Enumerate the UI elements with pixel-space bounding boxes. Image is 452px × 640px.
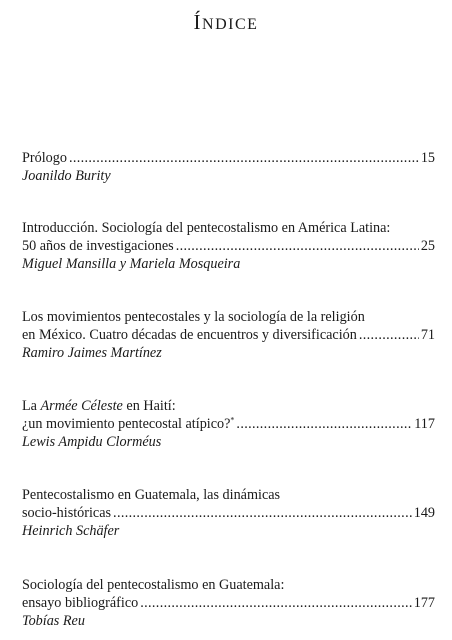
entry-author: Ramiro Jaimes Martínez [22,345,162,361]
toc-line [22,237,435,255]
title-text: ¿un movimiento pentecostal atípico? [22,416,231,432]
toc-line [22,326,435,344]
page-title [0,10,452,35]
toc-line [22,594,435,612]
entry-title-line [22,397,435,415]
page-number: 117 [414,416,435,432]
dot-leader [113,504,412,522]
entry-author: Tobías Reu [22,613,85,629]
toc-line [22,504,435,522]
toc-entry-haiti[interactable] [22,397,435,451]
entry-title-line: Sociología del pentecostalismo en Guatemala: [22,577,285,593]
toc-line [22,415,435,433]
page-number: 25 [420,238,435,254]
entry-author: Miguel Mansilla y Mariela Mosqueira [22,256,241,272]
page-number: 71 [420,327,435,343]
dot-leader [359,326,419,344]
entry-title: Prólogo [22,150,67,166]
title-text: en Haití: [122,398,176,414]
toc-entry-guatemala-bibliografico[interactable] [22,576,435,630]
entry-author: Lewis Ampidu Clorméus [22,434,162,450]
toc-line [22,149,435,167]
dot-leader [236,415,412,433]
page-number: 177 [413,595,435,611]
entry-author: Heinrich Schäfer [22,523,120,539]
entry-title-line: 50 años de investigaciones [22,238,174,254]
footnote-mark: * [230,415,235,425]
title-rest: NDICE [202,16,259,33]
toc-entry-introduccion[interactable] [22,219,435,273]
dot-leader [176,237,419,255]
entry-title-line: Pentecostalismo en Guatemala, las dinámicas [22,487,281,503]
toc-entry-prologo[interactable] [22,149,435,185]
entry-title-line: ensayo bibliográfico [22,595,139,611]
page-number: 149 [413,505,435,521]
entry-title-line: Introducción. Sociología del pentecostalismo en América Latina: [22,220,391,236]
page-number: 15 [420,150,435,166]
entry-author: Joanildo Burity [22,168,111,184]
entry-title-line: en México. Cuatro décadas de encuentros y diversificación [22,327,357,343]
dot-leader [69,149,419,167]
toc-entry-mexico[interactable] [22,308,435,362]
title-initial: Í [193,10,203,34]
toc-entry-guatemala[interactable] [22,486,435,540]
title-italic-text: Armée Céleste [40,398,123,414]
entry-title-line: Los movimientos pentecostales y la sociología de la religión [22,309,365,325]
entry-title-line [22,415,234,433]
dot-leader [140,594,411,612]
entry-title-line: socio-históricas [22,505,112,521]
title-text: La [22,398,41,414]
